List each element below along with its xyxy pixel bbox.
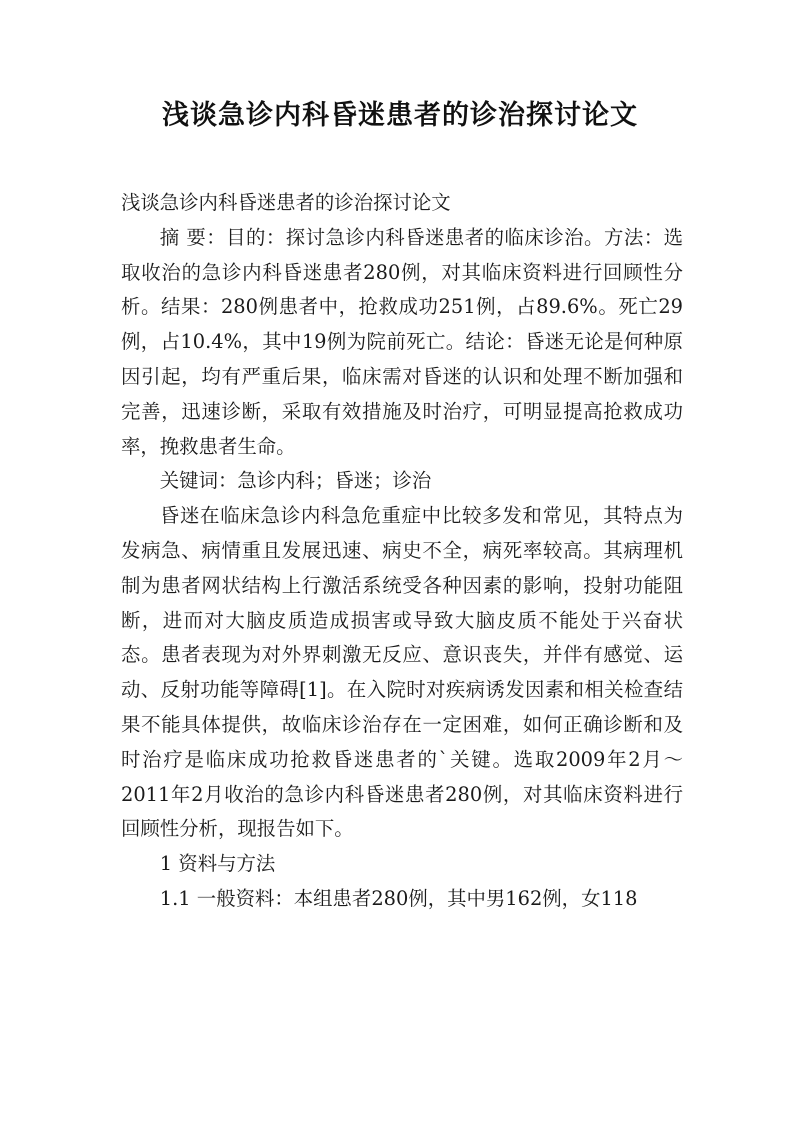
intro-paragraph: 昏迷在临床急诊内科急危重症中比较多发和常见，其特点为发病急、病情重且发展迅速、病史不全，病死率较高。其病理机制为患者网状结构上行激活系统受各种因素的影响，投射功能阻断，进而对大脑皮质造成损害或导致大脑皮质不能处于兴奋状态。患者表现为对外界刺激无反应、意识丧失，并伴有感觉、运动、反射功能等障碍[1]。在入院时对疾病诱发因素和相关检查结果不能具体提供，故临床诊治存在一定困难，如何正确诊断和及时治疗是临床成功抢救昏迷患者的`关键。选取2009年2月～2011年2月收治的急诊内科昏迷患者280例，对其临床资料进行回顾性分析，现报告如下。 bbox=[121, 504, 683, 841]
document-body bbox=[121, 186, 683, 917]
section-heading: 1 资料与方法 bbox=[159, 852, 276, 876]
abstract-paragraph: 摘 要：目的：探讨急诊内科昏迷患者的临床诊治。方法：选取收治的急诊内科昏迷患者280例，对其临床资料进行回顾性分析。结果：280例患者中，抢救成功251例，占89.6%。死亡29例，占10.4%，其中19例为院前死亡。结论：昏迷无论是何种原因引起，均有严重后果，临床需对昏迷的认识和处理不断加强和完善，迅速诊断，采取有效措施及时治疗，可明显提高抢救成功率，挽救患者生命。 bbox=[121, 225, 683, 458]
keywords-line: 关键词：急诊内科；昏迷；诊治 bbox=[159, 469, 432, 493]
document-title: 浅谈急诊内科昏迷患者的诊治探讨论文 bbox=[162, 100, 638, 131]
subsection-paragraph: 1.1 一般资料：本组患者280例，其中男162例，女118 bbox=[159, 886, 638, 910]
subtitle-line: 浅谈急诊内科昏迷患者的诊治探讨论文 bbox=[121, 191, 451, 214]
